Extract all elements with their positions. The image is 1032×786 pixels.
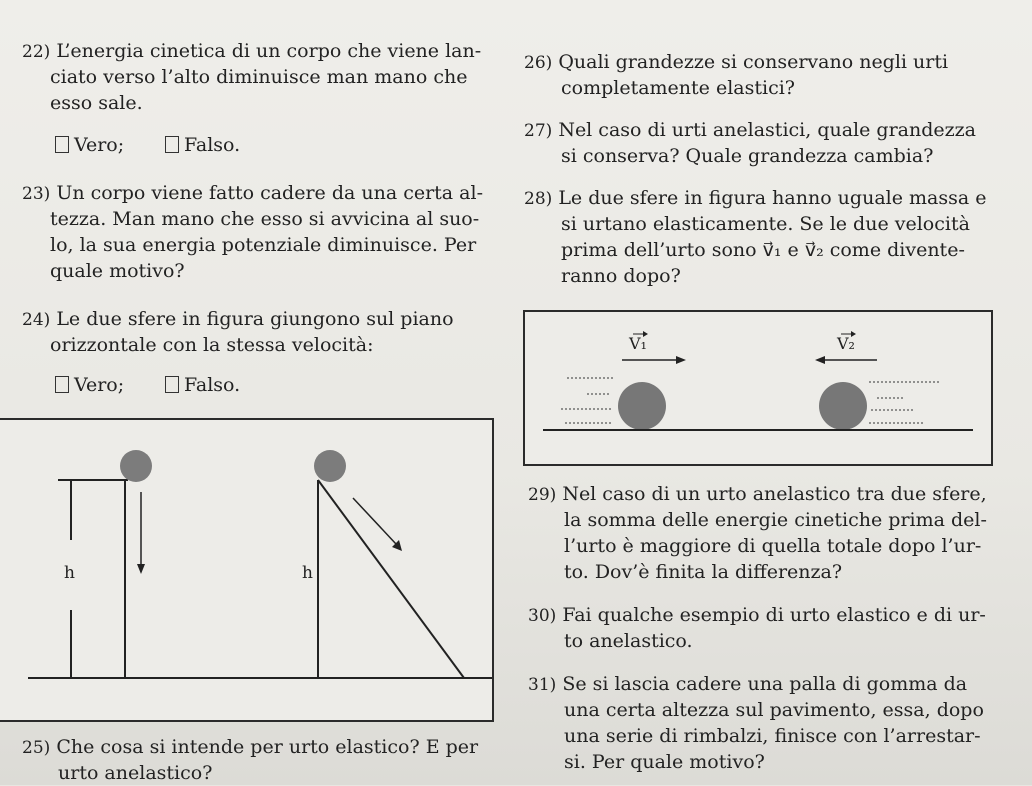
q26-line2: completamente elastici? <box>561 77 795 99</box>
q30-number: 30) <box>528 606 557 626</box>
q25-line1: 25) Che cosa si intende per urto elastico? E per <box>22 736 479 758</box>
sphere-1 <box>618 382 666 430</box>
q22-option-false[interactable]: Falso. <box>165 132 240 158</box>
h-label-left: h <box>64 563 75 583</box>
q23-line3: lo, la sua energia potenziale diminuisce. Per <box>50 234 477 256</box>
sphere-2 <box>819 382 867 430</box>
q24-option-true[interactable]: Vero; <box>55 372 124 398</box>
q27-line2: si conserva? Quale grandezza cambia? <box>561 145 934 167</box>
q28-line4: ranno dopo? <box>561 265 681 287</box>
q22-line2: ciato verso l’alto diminuisce man mano che <box>50 66 468 88</box>
q24-line1: 24) Le due sfere in figura giungono sul piano <box>22 308 454 330</box>
q29-line2: la somma delle energie cinetiche prima del- <box>564 509 987 531</box>
q24-line2: orizzontale con la stessa velocità: <box>50 334 374 356</box>
q24-checkbox-true[interactable] <box>55 376 69 393</box>
fall-arrow-head <box>137 564 145 574</box>
v1-arrow-head <box>676 356 686 364</box>
q24-checkbox-false[interactable] <box>165 376 179 393</box>
q31-line2: una certa altezza sul pavimento, essa, dopo <box>564 699 984 721</box>
left-sphere <box>120 450 152 482</box>
q28-figure-drawing <box>525 312 991 464</box>
q28-line1: 28) Le due sfere in figura hanno uguale massa e <box>524 187 987 209</box>
q28-figure <box>523 310 993 466</box>
q29-number: 29) <box>528 485 557 505</box>
q25-line2: urto anelastico? <box>58 762 213 784</box>
q28-line2: si urtano elasticamente. Se le due velocità <box>561 213 970 235</box>
q24-number: 24) <box>22 310 51 330</box>
q23-line1: 23) Un corpo viene fatto cadere da una certa al- <box>22 182 483 204</box>
q22-number: 22) <box>22 42 51 62</box>
q29-line3: l’urto è maggiore di quella totale dopo l’ur- <box>564 535 982 557</box>
v1-label: V₁ <box>629 334 647 353</box>
q30-line2: to anelastico. <box>564 630 693 652</box>
q30-line1: 30) Fai qualche esempio di urto elastico e di ur- <box>528 604 986 626</box>
q23-number: 23) <box>22 184 51 204</box>
q26-line1: 26) Quali grandezze si conservano negli urti <box>524 51 949 73</box>
q28-line3: prima dell’urto sono v⃗₁ e v⃗₂ come divente- <box>561 239 965 261</box>
q26-number: 26) <box>524 53 553 73</box>
v2-arrow-head <box>815 356 825 364</box>
h-label-right: h <box>302 563 313 583</box>
q22-line3: esso sale. <box>50 92 143 114</box>
q24-option-false[interactable]: Falso. <box>165 372 240 398</box>
q29-line4: to. Dov’è finita la differenza? <box>564 561 843 583</box>
q22-checkbox-true[interactable] <box>55 136 69 153</box>
q23-line2: tezza. Man mano che esso si avvicina al suo- <box>50 208 480 230</box>
q25-number: 25) <box>22 738 51 758</box>
q31-number: 31) <box>528 675 557 695</box>
q22-option-true[interactable]: Vero; <box>55 132 124 158</box>
ramp-slope <box>318 480 464 678</box>
q27-line1: 27) Nel caso di urti anelastici, quale grandezza <box>524 119 976 141</box>
q31-line4: si. Per quale motivo? <box>564 751 765 773</box>
q29-line1: 29) Nel caso di un urto anelastico tra due sfere, <box>528 483 987 505</box>
q31-line1: 31) Se si lascia cadere una palla di gomma da <box>528 673 968 695</box>
q24-figure <box>0 418 494 722</box>
q27-number: 27) <box>524 121 553 141</box>
q23-line4: quale motivo? <box>50 260 185 282</box>
q31-line3: una serie di rimbalzi, finisce con l’arrestar- <box>564 725 981 747</box>
v2-label: V₂ <box>837 334 855 353</box>
right-sphere <box>314 450 346 482</box>
q22-checkbox-false[interactable] <box>165 136 179 153</box>
q22-line1: 22) L’energia cinetica di un corpo che viene lan- <box>22 40 482 62</box>
q28-number: 28) <box>524 189 553 209</box>
